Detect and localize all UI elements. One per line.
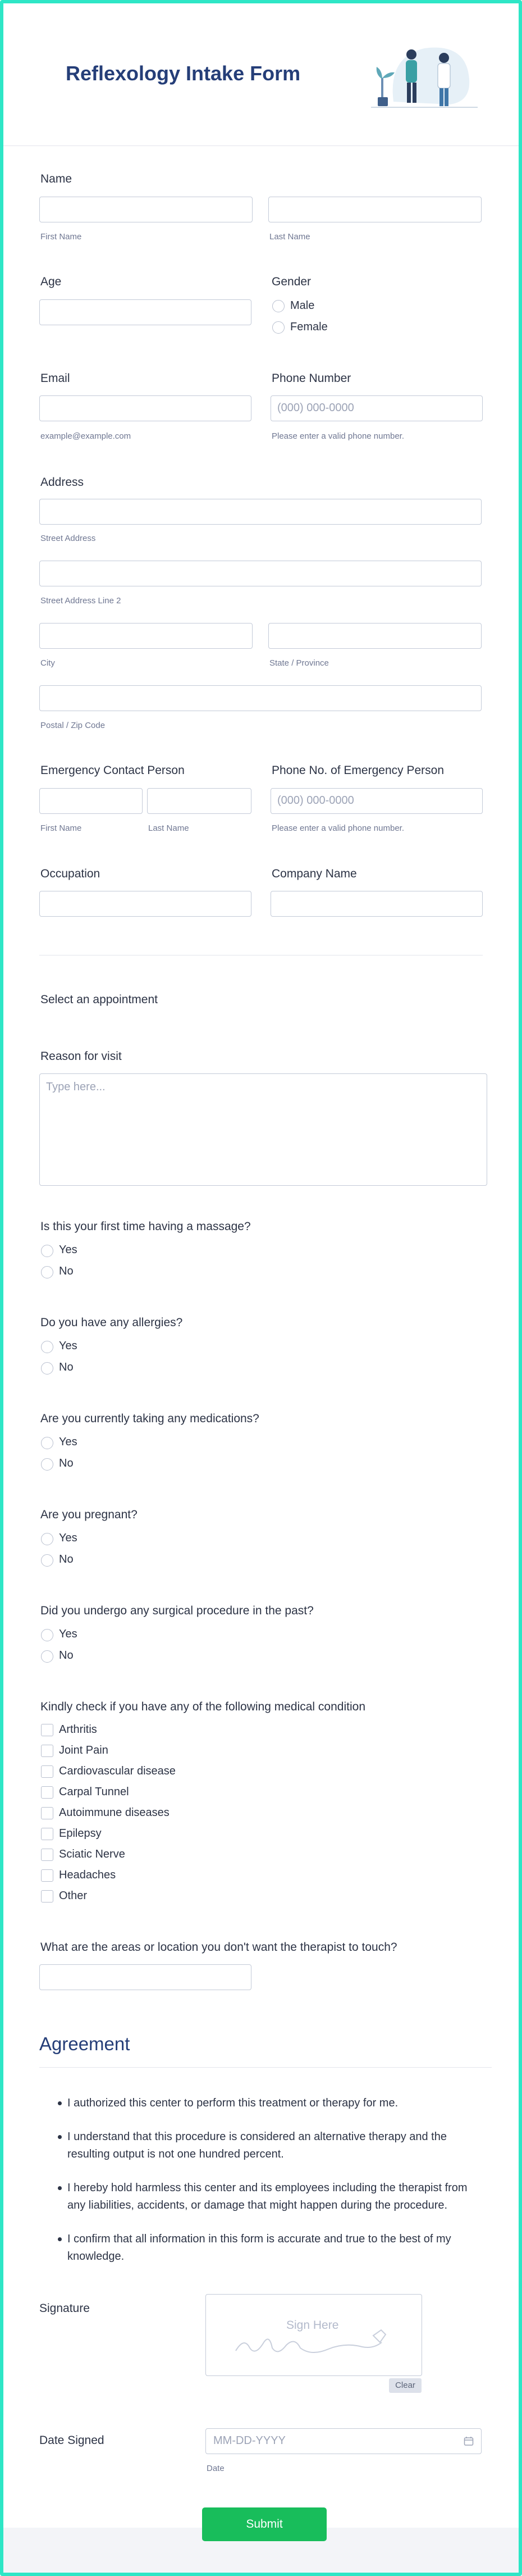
question-medications-label: Are you currently taking any medications? [40,1412,259,1425]
city-input[interactable] [39,623,253,649]
condition-sciatic-nerve-option: Sciatic Nerve [59,1848,125,1860]
reason-textarea[interactable] [39,1073,487,1186]
condition-arthritis-checkbox[interactable] [41,1724,53,1736]
medications-no-radio[interactable] [41,1458,53,1471]
agreement-item-3-line-2: any liabilities, accidents, or damage that might happen during the procedure. [67,2199,448,2211]
allergies-no-option: No [59,1361,74,1373]
signature-scribble-icon [233,2325,396,2359]
emergency-phone-placeholder: (000) 000-0000 [277,794,354,807]
street-address-input[interactable] [39,499,482,525]
allergies-yes-option: Yes [59,1340,77,1352]
condition-other-checkbox[interactable] [41,1890,53,1903]
condition-joint-pain-option: Joint Pain [59,1744,108,1756]
allergies-no-radio[interactable] [41,1362,53,1375]
gender-male-radio[interactable] [272,300,285,312]
agreement-item-3-line-1: I hereby hold harmless this center and its employees including the therapist from [67,2182,468,2194]
street-address-sublabel: Street Address [40,534,96,543]
state-sublabel: State / Province [269,658,329,668]
signature-label: Signature [39,2302,90,2315]
city-sublabel: City [40,658,55,668]
occupation-input[interactable] [39,891,251,917]
calendar-icon[interactable] [464,2436,474,2446]
email-label: Email [40,372,70,385]
condition-epilepsy-checkbox[interactable] [41,1828,53,1840]
medications-no-option: No [59,1457,74,1469]
surgery-no-option: No [59,1649,74,1662]
street-address-2-sublabel: Street Address Line 2 [40,596,121,606]
question-allergies-label: Do you have any allergies? [40,1316,183,1329]
emergency-phone-label: Phone No. of Emergency Person [272,764,445,777]
touch-areas-input[interactable] [39,1964,251,1990]
medications-yes-option: Yes [59,1436,77,1448]
agreement-item-2-line-1: I understand that this procedure is considered an alternative therapy and the [67,2131,447,2143]
form-header [3,3,519,146]
first-massage-yes-radio[interactable] [41,1245,53,1257]
date-signed-placeholder: MM-DD-YYYY [213,2434,286,2447]
signature-placeholder: Sign Here [286,2319,339,2332]
therapists-illustration-icon [371,34,478,116]
email-input[interactable] [39,395,251,421]
emergency-last-name-input[interactable] [147,788,251,814]
email-sublabel: example@example.com [40,431,131,441]
emergency-first-name-input[interactable] [39,788,143,814]
signature-clear-button[interactable]: Clear [389,2378,422,2393]
condition-headaches-checkbox[interactable] [41,1869,53,1882]
first-name-sublabel: First Name [40,232,82,242]
condition-autoimmune-checkbox[interactable] [41,1807,53,1819]
condition-joint-pain-checkbox[interactable] [41,1745,53,1757]
condition-cardiovascular-option: Cardiovascular disease [59,1765,176,1777]
question-first-massage-label: Is this your first time having a massage? [40,1220,251,1233]
last-name-sublabel: Last Name [269,232,310,242]
question-surgery-label: Did you undergo any surgical procedure in the past? [40,1604,314,1617]
condition-other-option: Other [59,1890,88,1902]
emergency-contact-label: Emergency Contact Person [40,764,185,777]
company-input[interactable] [271,891,483,917]
agreement-heading: Agreement [39,2033,130,2054]
form-title: Reflexology Intake Form [66,62,301,85]
gender-label: Gender [272,275,312,288]
age-input[interactable] [39,299,251,325]
date-signed-label: Date Signed [39,2434,104,2447]
state-input[interactable] [268,623,482,649]
address-label: Address [40,476,84,489]
agreement-item-4-line-1: I confirm that all information in this form is accurate and true to the best of my [67,2233,451,2245]
agreement-bullet [58,2101,62,2105]
first-massage-yes-option: Yes [59,1244,77,1256]
gender-female-radio[interactable] [272,321,285,334]
agreement-item-4-line-2: knowledge. [67,2250,125,2263]
surgery-yes-radio[interactable] [41,1629,53,1641]
condition-headaches-option: Headaches [59,1869,116,1881]
conditions-label: Kindly check if you have any of the following medical condition [40,1700,365,1713]
condition-autoimmune-option: Autoimmune diseases [59,1806,170,1819]
allergies-yes-radio[interactable] [41,1341,53,1353]
agreement-bullet [58,2186,62,2190]
emergency-phone-sublabel: Please enter a valid phone number. [272,823,404,833]
last-name-input[interactable] [268,197,482,222]
agreement-item-2-line-2: resulting output is not one hundred percent. [67,2148,284,2160]
condition-carpal-tunnel-checkbox[interactable] [41,1786,53,1799]
phone-sublabel: Please enter a valid phone number. [272,431,404,441]
touch-areas-label: What are the areas or location you don't want the therapist to touch? [40,1941,397,1954]
reason-label: Reason for visit [40,1050,122,1063]
agreement-divider [39,2067,492,2068]
first-massage-no-option: No [59,1265,74,1277]
first-name-input[interactable] [39,197,253,222]
first-massage-no-radio[interactable] [41,1266,53,1278]
condition-carpal-tunnel-option: Carpal Tunnel [59,1786,129,1798]
occupation-label: Occupation [40,867,100,880]
pregnant-yes-option: Yes [59,1532,77,1544]
company-label: Company Name [272,867,357,880]
zip-input[interactable] [39,685,482,711]
agreement-bullet [58,2135,62,2139]
emergency-last-name-sublabel: Last Name [148,823,189,833]
pregnant-no-option: No [59,1553,74,1565]
question-pregnant-label: Are you pregnant? [40,1508,138,1521]
condition-epilepsy-option: Epilepsy [59,1827,102,1840]
pregnant-yes-radio[interactable] [41,1533,53,1545]
age-label: Age [40,275,62,288]
street-address-2-input[interactable] [39,561,482,586]
phone-label: Phone Number [272,372,351,385]
date-signed-sublabel: Date [207,2464,225,2473]
surgery-yes-option: Yes [59,1628,77,1640]
emergency-first-name-sublabel: First Name [40,823,82,833]
gender-male-option: Male [290,299,315,312]
surgery-no-radio[interactable] [41,1650,53,1663]
pregnant-no-radio[interactable] [41,1554,53,1567]
appointment-label: Select an appointment [40,993,158,1006]
condition-arthritis-option: Arthritis [59,1723,97,1736]
condition-cardiovascular-checkbox[interactable] [41,1765,53,1778]
zip-sublabel: Postal / Zip Code [40,721,106,730]
medications-yes-radio[interactable] [41,1437,53,1449]
phone-placeholder: (000) 000-0000 [277,402,354,414]
name-label: Name [40,172,72,185]
agreement-item-1-line-1: I authorized this center to perform this treatment or therapy for me. [67,2097,399,2109]
condition-sciatic-nerve-checkbox[interactable] [41,1849,53,1861]
agreement-bullet [58,2237,62,2241]
submit-button[interactable]: Submit [202,2507,327,2541]
gender-female-option: Female [290,321,328,333]
reason-placeholder: Type here... [46,1081,106,1093]
